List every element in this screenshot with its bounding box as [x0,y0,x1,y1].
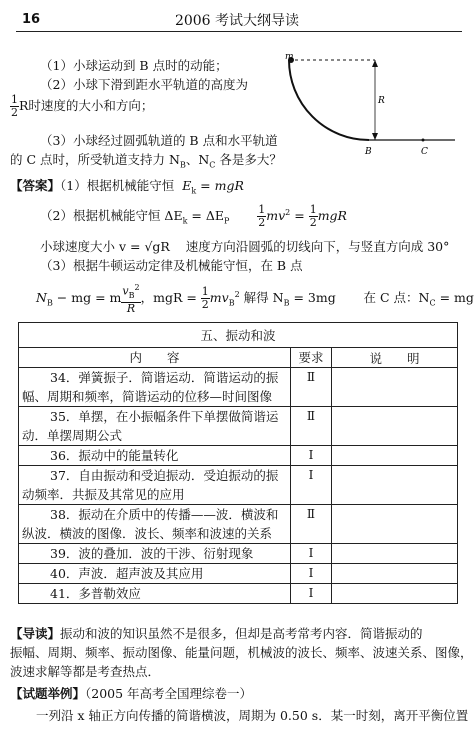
row-level: Ⅰ [291,544,332,564]
page-number: 16 [22,12,41,27]
row-content [19,544,291,564]
row-content [19,466,291,505]
row-notes [332,564,458,584]
row-level: Ⅱ [291,368,332,407]
row-text-line: 纵波．横波的图像．波长、频率和波速的关系 [22,526,273,541]
question-2-cont: $\frac{1}{2}$ R时速度的大小和方向； [11,93,154,119]
answer-2: （2）根据机械能守恒 $\Delta E_k = \Delta E_P$ $\frac{1}{2}$ $mv^2$ = $\frac{1}{2}$ mgR [40,203,347,229]
question-2: （2）小球下滑到距水平轨道的高度为 [40,77,248,92]
row-content [19,368,291,407]
label-B: B [365,147,372,157]
row-notes [332,584,458,604]
row-text-line: 34．弹簧振子．简谐运动．简谐运动的振 [50,370,279,385]
row-level: Ⅱ [291,505,332,544]
page-title: 2006 考试大纲导读 [174,13,300,29]
answer-1: 【答案】（1）根据机械能守恒 $E_k$ = mgR [10,178,244,196]
row-text-line: 动．单摆周期公式 [22,428,123,443]
row-text-line: 35．单摆，在小振幅条件下单摆做简谐运 [50,409,279,424]
row-level: Ⅰ [291,584,332,604]
row-text-line: 36．振动中的能量转化 [50,448,179,463]
example-heading: 【试题举例】（2005 年高考全国理综卷一） [10,686,253,701]
label-m: m [285,52,294,62]
row-notes [332,368,458,407]
table-caption: 五、振动和波 [19,323,458,348]
row-text-line: 幅、周期和频率，简谐运动的位移—时间图像 [22,389,273,404]
guide-line-2: 振幅、周期、频率、振动图像、能量问题，机械波的波长、频率、波速关系、图像， [10,645,473,660]
table-row [19,505,458,544]
header-level: 要求 [291,348,332,368]
table-row [19,466,458,505]
table-row [19,564,458,584]
row-level: Ⅱ [291,407,332,446]
row-text-line: 37．自由振动和受迫振动．受迫振动的振 [50,468,279,483]
fraction-half: $\frac{1}{2}$ [11,93,18,119]
row-content [19,407,291,446]
guide-line-1: 【导读】振动和波的知识虽然不是很多，但却是高考常考内容．简谐振动的 [10,626,423,641]
question-3: （3）小球经过圆弧轨道的 B 点和水平轨道 [40,133,278,148]
example-line-1: 一列沿 x 轴正方向传播的简谐横波，周期为 0.50 s．某一时刻，离开平衡位置 [36,708,469,723]
row-content [19,564,291,584]
row-notes [332,544,458,564]
row-text-line: 动频率．共振及其常见的应用 [22,487,185,502]
row-level: Ⅰ [291,564,332,584]
table-row [19,584,458,604]
syllabus-table [18,322,458,604]
row-content [19,446,291,466]
row-notes [332,446,458,466]
row-text-line: 38．振动在介质中的传播——波．横波和 [50,507,279,522]
row-content [19,584,291,604]
circular-track-figure [283,50,463,160]
question-1: （1）小球运动到 B 点时的动能； [40,58,228,73]
header-notes: 说 明 [332,348,458,368]
label-R: R [378,96,385,106]
row-text-line: 40．声波．超声波及其应用 [50,566,204,581]
table-row [19,544,458,564]
guide-line-3: 波速求解等都是考查热点． [10,664,161,679]
answer-speed: 小球速度大小 v = √gR 速度方向沿圆弧的切线向下，与竖直方向成 30° [40,239,450,254]
question-3-cont: 的 C 点时，所受轨道支持力 $N_B$、$N_C$ 各是多大？ [10,152,282,170]
row-level: Ⅰ [291,446,332,466]
label-C: C [421,147,428,157]
table-row [19,446,458,466]
table-row [19,407,458,446]
answer-3-equation: $N_B$ − mg = m $\frac{v_B^2}{R}$ ，mgR = $\frac{1}{2}$ $mv_B^2$ 解得 $N_B = 3mg$ 在 C 点：$N_C$ = mg [36,283,474,315]
row-notes [332,407,458,446]
row-notes [332,505,458,544]
table-row [19,368,458,407]
row-text-line: 39．波的叠加．波的干涉、衍射现象 [50,546,254,561]
answer-3: （3）根据牛顿运动定律及机械能守恒，在 B 点 [40,258,303,273]
header-content: 内 容 [19,348,291,368]
header-rule [16,31,462,32]
row-content [19,505,291,544]
row-level: Ⅰ [291,466,332,505]
row-text-line: 41．多普勒效应 [50,586,141,601]
row-notes [332,466,458,505]
